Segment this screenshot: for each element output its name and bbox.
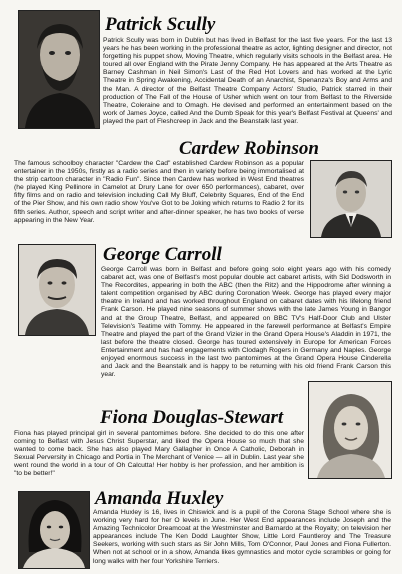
portrait-image [311, 161, 391, 237]
photo-george-carroll [18, 244, 96, 336]
name-george-carroll: George Carroll [103, 244, 222, 265]
portrait-image [309, 382, 391, 478]
name-cardew-robinson: Cardew Robinson [179, 138, 319, 159]
photo-amanda-huxley [18, 491, 90, 569]
name-amanda-huxley: Amanda Huxley [95, 488, 224, 509]
name-fiona-douglas-stewart: Fiona Douglas-Stewart [100, 407, 284, 428]
portrait-image [19, 245, 95, 335]
portrait-image [19, 492, 89, 568]
bio-george-carroll: George Carroll was born in Belfast and before going solo eight years ago with his comedy cabaret act, was one of Belfast's most popular double act cabaret artists, with Sid Dodsworth in The Recordites, appearing in both the ABC (then the Ritz) and the Hippodrome after winning a talent competition organised by ABC during Coronation Week. George has played every major theatre in Ireland and has worked throughout England on cabaret dates with his lifelong friend Frank Carson. He played nine seasons of summer shows with the late James Young in Bangor and at the Group Theatre, Belfast, and appeared on BBC TV's Half-Door Club and Ulster Television's Teatime with Tommy. He appeared in the farewell performance at Belfast's Empire Theatre and played the part of the Grand Vizier in the Grand Opera House's Aladdin in 1971, the last before the theatre closed. George has toured extensively in Europe for American Forces Entertainment and has had engagements with Clodagh Rogers in Germany and Naples. George enjoyed enormous success in the last two pantomimes at the Grand Opera House Cinderella and Jack and the Beanstalk and is happy to be returning with his old friend Frank Carson this year. [101, 266, 391, 379]
bio-cardew-robinson: The famous schoolboy character "Cardew the Cad" established Cardew Robinson as a popular entertainer in the 1950s, firstly as a radio series and then in variety before being immortalised at the strip cartoon character in "Radio Fun". Since then Cardew has worked in West End theatres (he played King Pellinore in Camelot at Drury Lane for over 650 performances), cabaret, over fifty films and on radio and television including Call My Bluff, Celebrity Squares, End of the End of the Pier Show, and his own radio show You've Got to be Joking which returns to Radio 2 for its fifth series. Author, speech and script writer and after-dinner speaker, he has two books of verse appearing in the New Year. [14, 160, 304, 224]
bio-patrick-scully: Patrick Scully was born in Dublin but has lived in Belfast for the last five years. For the last 13 years he has been working in the professional theatre as actor, lighting designer and director, not forgetting his puppet show, Moving Theatre, which regularly visits schools in the Belfast area. He toured all over England with the Pirate Jenny Company. He has appeared at the Arts Theatre as Barney Cashman in Neil Simon's Last of the Red Hot Lovers and has worked at the Lyric Theatre in Spring Awakening, Accidental Death of an Anarchist, Spenanza's Boy and Arms and the Man. A director of the Belfast Theatre Company Actors' Studio, Patrick starred in their production of The Fall of the House of Usher which went on tour from Belfast to the Riverside Theatre, Coleraine and to Omagh. He devised and performed an entertainment based on the work of James Joyce, called And the Dumb Speak for this year's Belfast Festival at Queens' and played the part of Fleshcreep in Jack and the Beanstalk last year. [103, 37, 392, 125]
bio-fiona-douglas-stewart: Fiona has played principal girl in several pantomimes before. She decided to do this one after coming to Belfast with Jesus Christ Superstar, and liked the Opera House so much that she wanted to come back. She has also played Mary Gallagher in Once A Catholic, Deborah in Sexual Perversity in Chicago and Portia in The Merchant of Venice — all in Dublin. Last year she went round the world in a tour of Oh Calcutta! Her hobby is her profession, and her ambition is "to be better!" [14, 430, 304, 478]
bio-amanda-huxley: Amanda Huxley is 16, lives in Chiswick and is a pupil of the Corona Stage School where she is working very hard for her O levels in June. Her West End appearances include Joseph and the Amazing Technicolor Dreamcoat at the Westminster and Barnardo at the Royalty; on television her appearances include The Ken Dodd Laughter Show, Little Lord Fauntleroy and The Treasure Seekers, working with such stars as Sir John Mills, Tom O'Connor, Paul Jones and Fiona Fullerton. When not at school or in a show, Amanda likes gymnastics and motor cycle scrambles or going for long walks with her four Yorkshire Terriers. [93, 509, 391, 565]
photo-cardew-robinson [310, 160, 392, 238]
portrait-image [19, 11, 99, 128]
photo-fiona-douglas-stewart [308, 381, 392, 479]
photo-patrick-scully [18, 10, 100, 129]
name-patrick-scully: Patrick Scully [105, 14, 216, 35]
